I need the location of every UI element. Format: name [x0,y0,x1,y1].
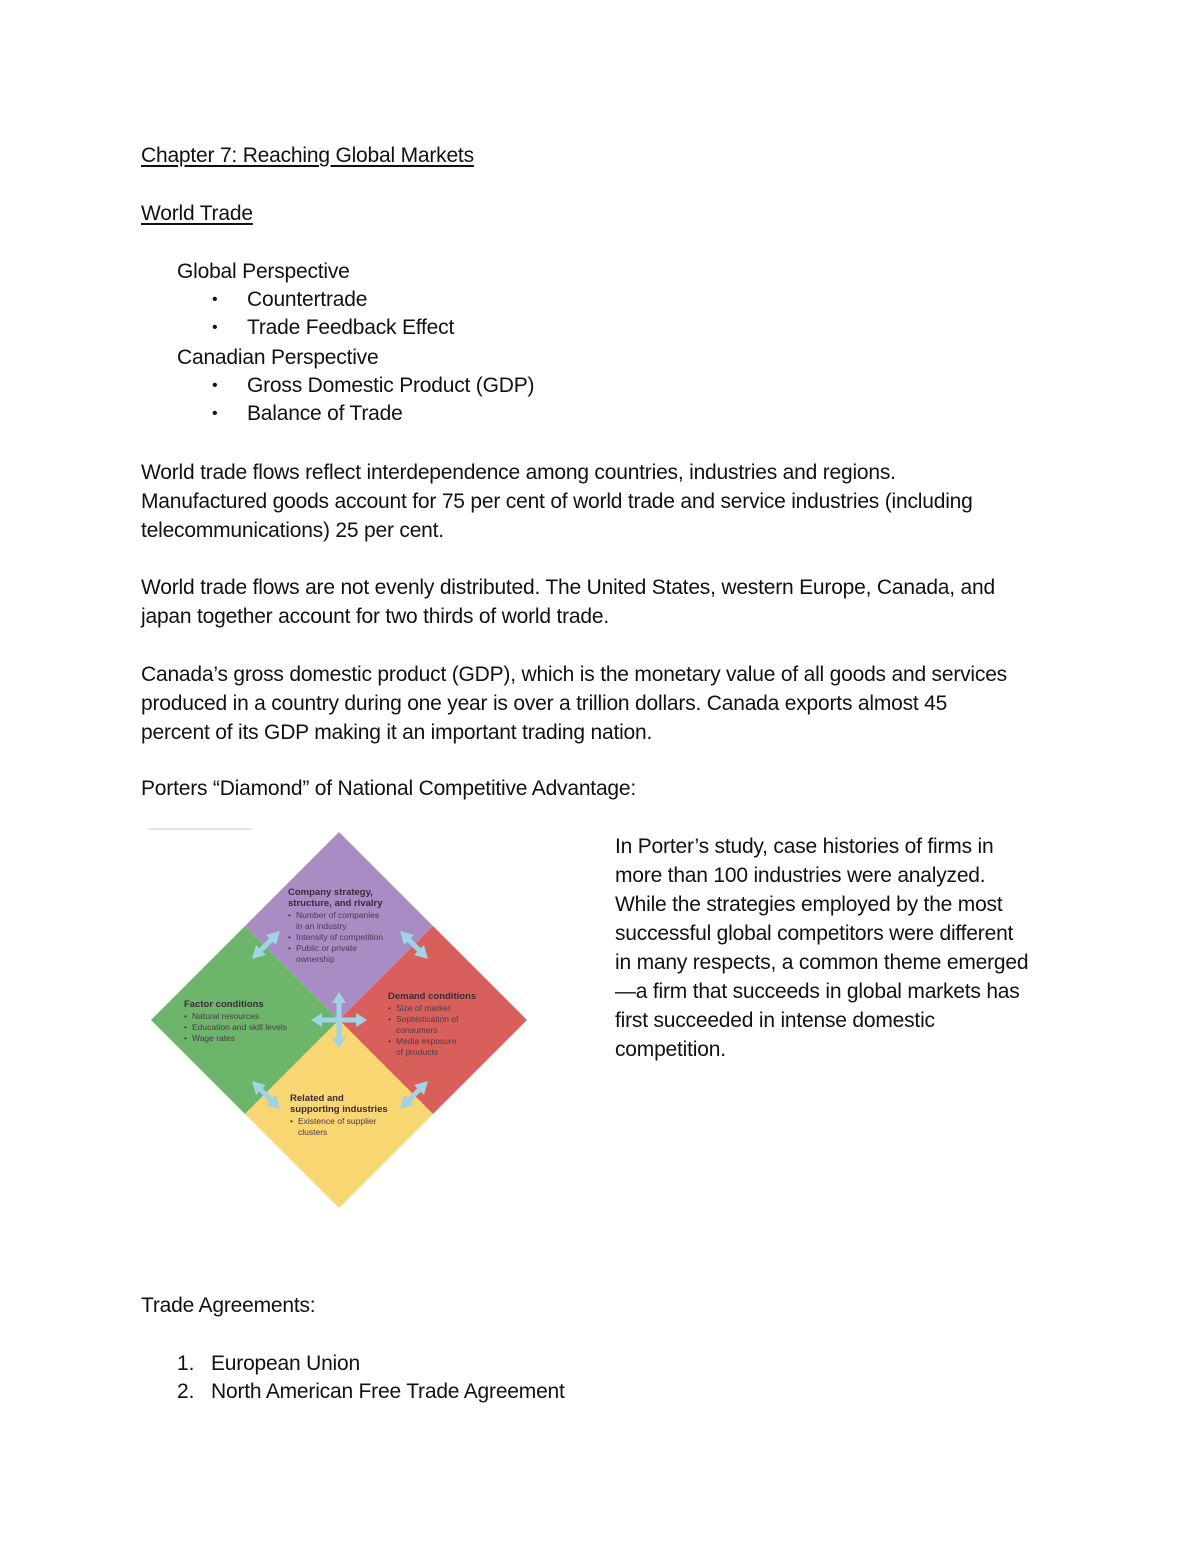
section-heading: World Trade [141,202,253,225]
paragraph: World trade flows reflect interdependence among countries, industries and regions. Manufactured goods account for 75 per cent of world trade and service industries (including telecommunications) 25 per cent. [141,461,973,542]
svg-text:Public or private: Public or private [296,943,357,953]
svg-text:•: • [288,932,291,942]
svg-text:Natural resources: Natural resources [192,1011,260,1021]
bottom-quadrant-title: supporting industries [290,1104,388,1115]
svg-text:Intensity of competition: Intensity of competition [296,932,383,942]
svg-text:of products: of products [396,1047,439,1057]
porter-diamond-figure [140,825,540,1215]
outline-item: Gross Domestic Product (GDP) [247,374,535,397]
svg-text:•: • [388,1003,391,1013]
svg-text:Existence of supplier: Existence of supplier [298,1116,377,1126]
bullet-icon: • [212,319,218,336]
svg-text:in an industry: in an industry [296,921,347,931]
left-quadrant-title: Factor conditions [184,999,264,1010]
outline-item: Trade Feedback Effect [247,316,455,339]
bottom-quadrant-title: Related and [290,1093,344,1104]
diamond-heading: Porters “Diamond” of National Competitive Advantage: [141,777,637,800]
svg-text:•: • [288,910,291,920]
list-item: North American Free Trade Agreement [211,1380,565,1403]
bullet-icon: • [212,291,218,308]
agreements-heading: Trade Agreements: [141,1294,316,1317]
page-title: Chapter 7: Reaching Global Markets [141,144,474,167]
svg-text:Sophistication of: Sophistication of [396,1014,459,1024]
svg-text:•: • [184,1033,187,1043]
right-quadrant-title: Demand conditions [388,991,477,1002]
svg-text:consumers: consumers [396,1025,438,1035]
svg-text:Number of companies: Number of companies [296,910,380,920]
svg-text:Size of market: Size of market [396,1003,451,1013]
side-paragraph: In Porter’s study, case histories of firms in more than 100 industries were analyzed. While the strategies employed by the most successful global competitors were different in many respects, a common theme emerged —a firm that succeeds in global markets has first succeeded in intense domestic competition. [615,835,1029,1061]
svg-text:Media exposure: Media exposure [396,1036,457,1046]
bullet-icon: • [212,405,218,422]
svg-text:•: • [288,943,291,953]
svg-text:clusters: clusters [298,1127,328,1137]
list-number: 2. [177,1380,195,1403]
paragraph: World trade flows are not evenly distributed. The United States, western Europe, Canada, and japan together account for two thirds of world trade. [141,576,995,628]
svg-text:Education and skill levels: Education and skill levels [192,1022,287,1032]
svg-text:•: • [290,1116,293,1126]
outline-item: Countertrade [247,288,368,311]
svg-text:•: • [388,1014,391,1024]
top-quadrant-title: Company strategy, [288,887,373,898]
paragraph: Canada’s gross domestic product (GDP), which is the monetary value of all goods and services produced in a country during one year is over a trillion dollars. Canada exports almost 45 percent of its GDP making it an important trading nation. [141,663,1007,744]
outline-heading: Global Perspective [177,260,350,283]
outline-item: Balance of Trade [247,402,403,425]
svg-text:•: • [184,1022,187,1032]
svg-text:•: • [388,1036,391,1046]
svg-text:•: • [184,1011,187,1021]
list-item: European Union [211,1352,360,1375]
bullet-icon: • [212,377,218,394]
list-number: 1. [177,1352,195,1375]
outline-heading: Canadian Perspective [177,346,379,369]
svg-text:ownership: ownership [296,954,335,964]
svg-text:Wage rates: Wage rates [192,1033,236,1043]
top-quadrant-title: structure, and rivalry [288,898,383,909]
